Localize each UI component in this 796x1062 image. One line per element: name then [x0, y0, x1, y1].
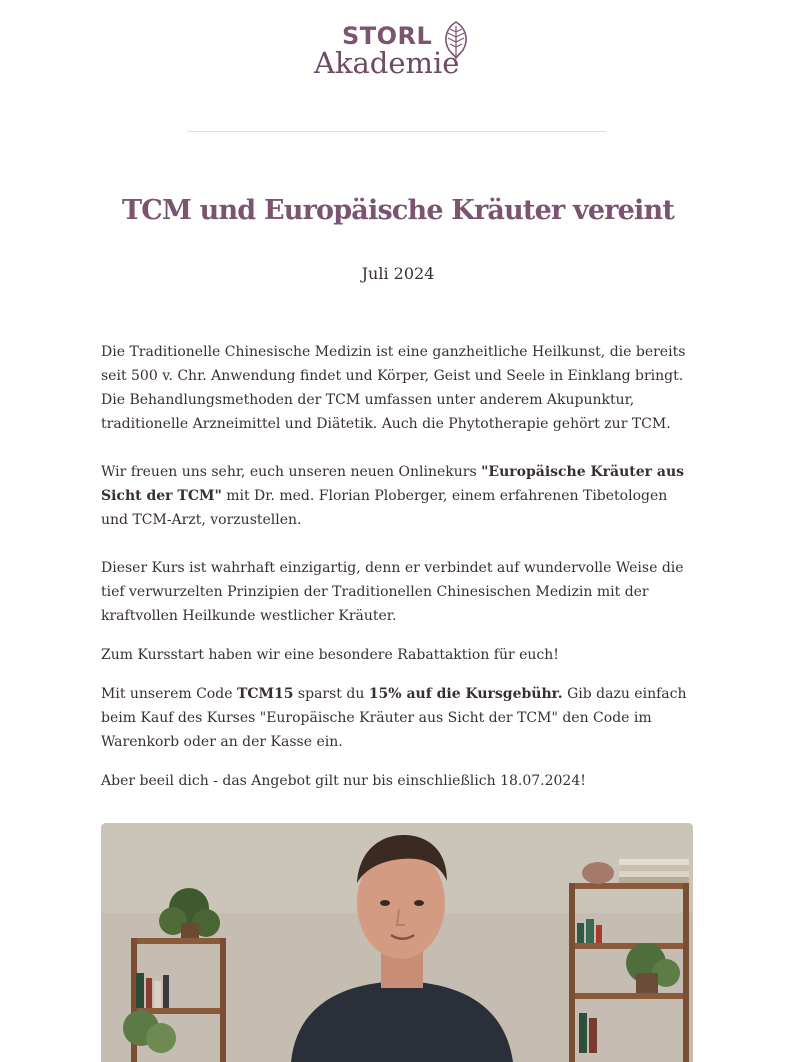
discount-intro-paragraph: Zum Kursstart haben wir eine besondere Rabattaktion für euch! [101, 647, 559, 663]
logo-storl-text: STORL [342, 22, 433, 50]
newsletter-title: TCM und Europäische Kräuter vereint [121, 195, 675, 226]
course-video-thumbnail[interactable] [101, 823, 693, 1062]
course-name-link[interactable]: "Europäische Kräuter aus Sicht der TCM" [101, 464, 685, 504]
course-announcement-paragraph [101, 460, 695, 532]
discount-text-a: Mit unserem Code [101, 686, 237, 702]
discount-text-b: sparst du [293, 686, 369, 702]
course-text-before: Wir freuen uns sehr, euch unseren neuen Onlinekurs [101, 464, 482, 480]
deadline-paragraph: Aber beeil dich - das Angebot gilt nur bis einschließlich 18.07.2024! [101, 773, 586, 789]
discount-amount: 15% auf die Kursgebühr. [368, 686, 563, 702]
instructor-photo [101, 823, 693, 1062]
course-text-after: mit Dr. med. Florian Ploberger, einem erfahrenen Tibetologen und TCM-Arzt, vorzustellen. [101, 488, 668, 528]
discount-code: TCM15 [236, 686, 294, 702]
logo-akademie-text: Akademie [314, 46, 460, 80]
course-description-paragraph: Dieser Kurs ist wahrhaft einzigartig, denn er verbindet auf wundervolle Weise die tief verwurzelten Prinzipien der Traditionellen Chinesischen Medizin mit der kraftvollen Heilkunde westlicher Kräuter. [101, 560, 684, 624]
intro-paragraph: Die Traditionelle Chinesische Medizin ist eine ganzheitliche Heilkunst, die bereits seit 500 v. Chr. Anwendung findet und Körper, Geist und Seele in Einklang bringt. Die Behandlungsmethoden der TCM umfassen unter anderem Akupunktur, traditionelle Arzneimittel und Diätetik. Auch die Phytotherapie gehört zur TCM. [101, 344, 686, 432]
discount-text-c: Gib dazu einfach beim Kauf des Kurses "Europäische Kräuter aus Sicht der TCM" den Code im Warenkorb oder an der Kasse ein. [101, 686, 687, 750]
newsletter-date: Juli 2024 [361, 264, 435, 283]
header-divider [187, 131, 606, 132]
storl-akademie-logo[interactable] [314, 18, 494, 80]
discount-code-paragraph [101, 682, 695, 754]
leaf-icon [442, 20, 470, 60]
